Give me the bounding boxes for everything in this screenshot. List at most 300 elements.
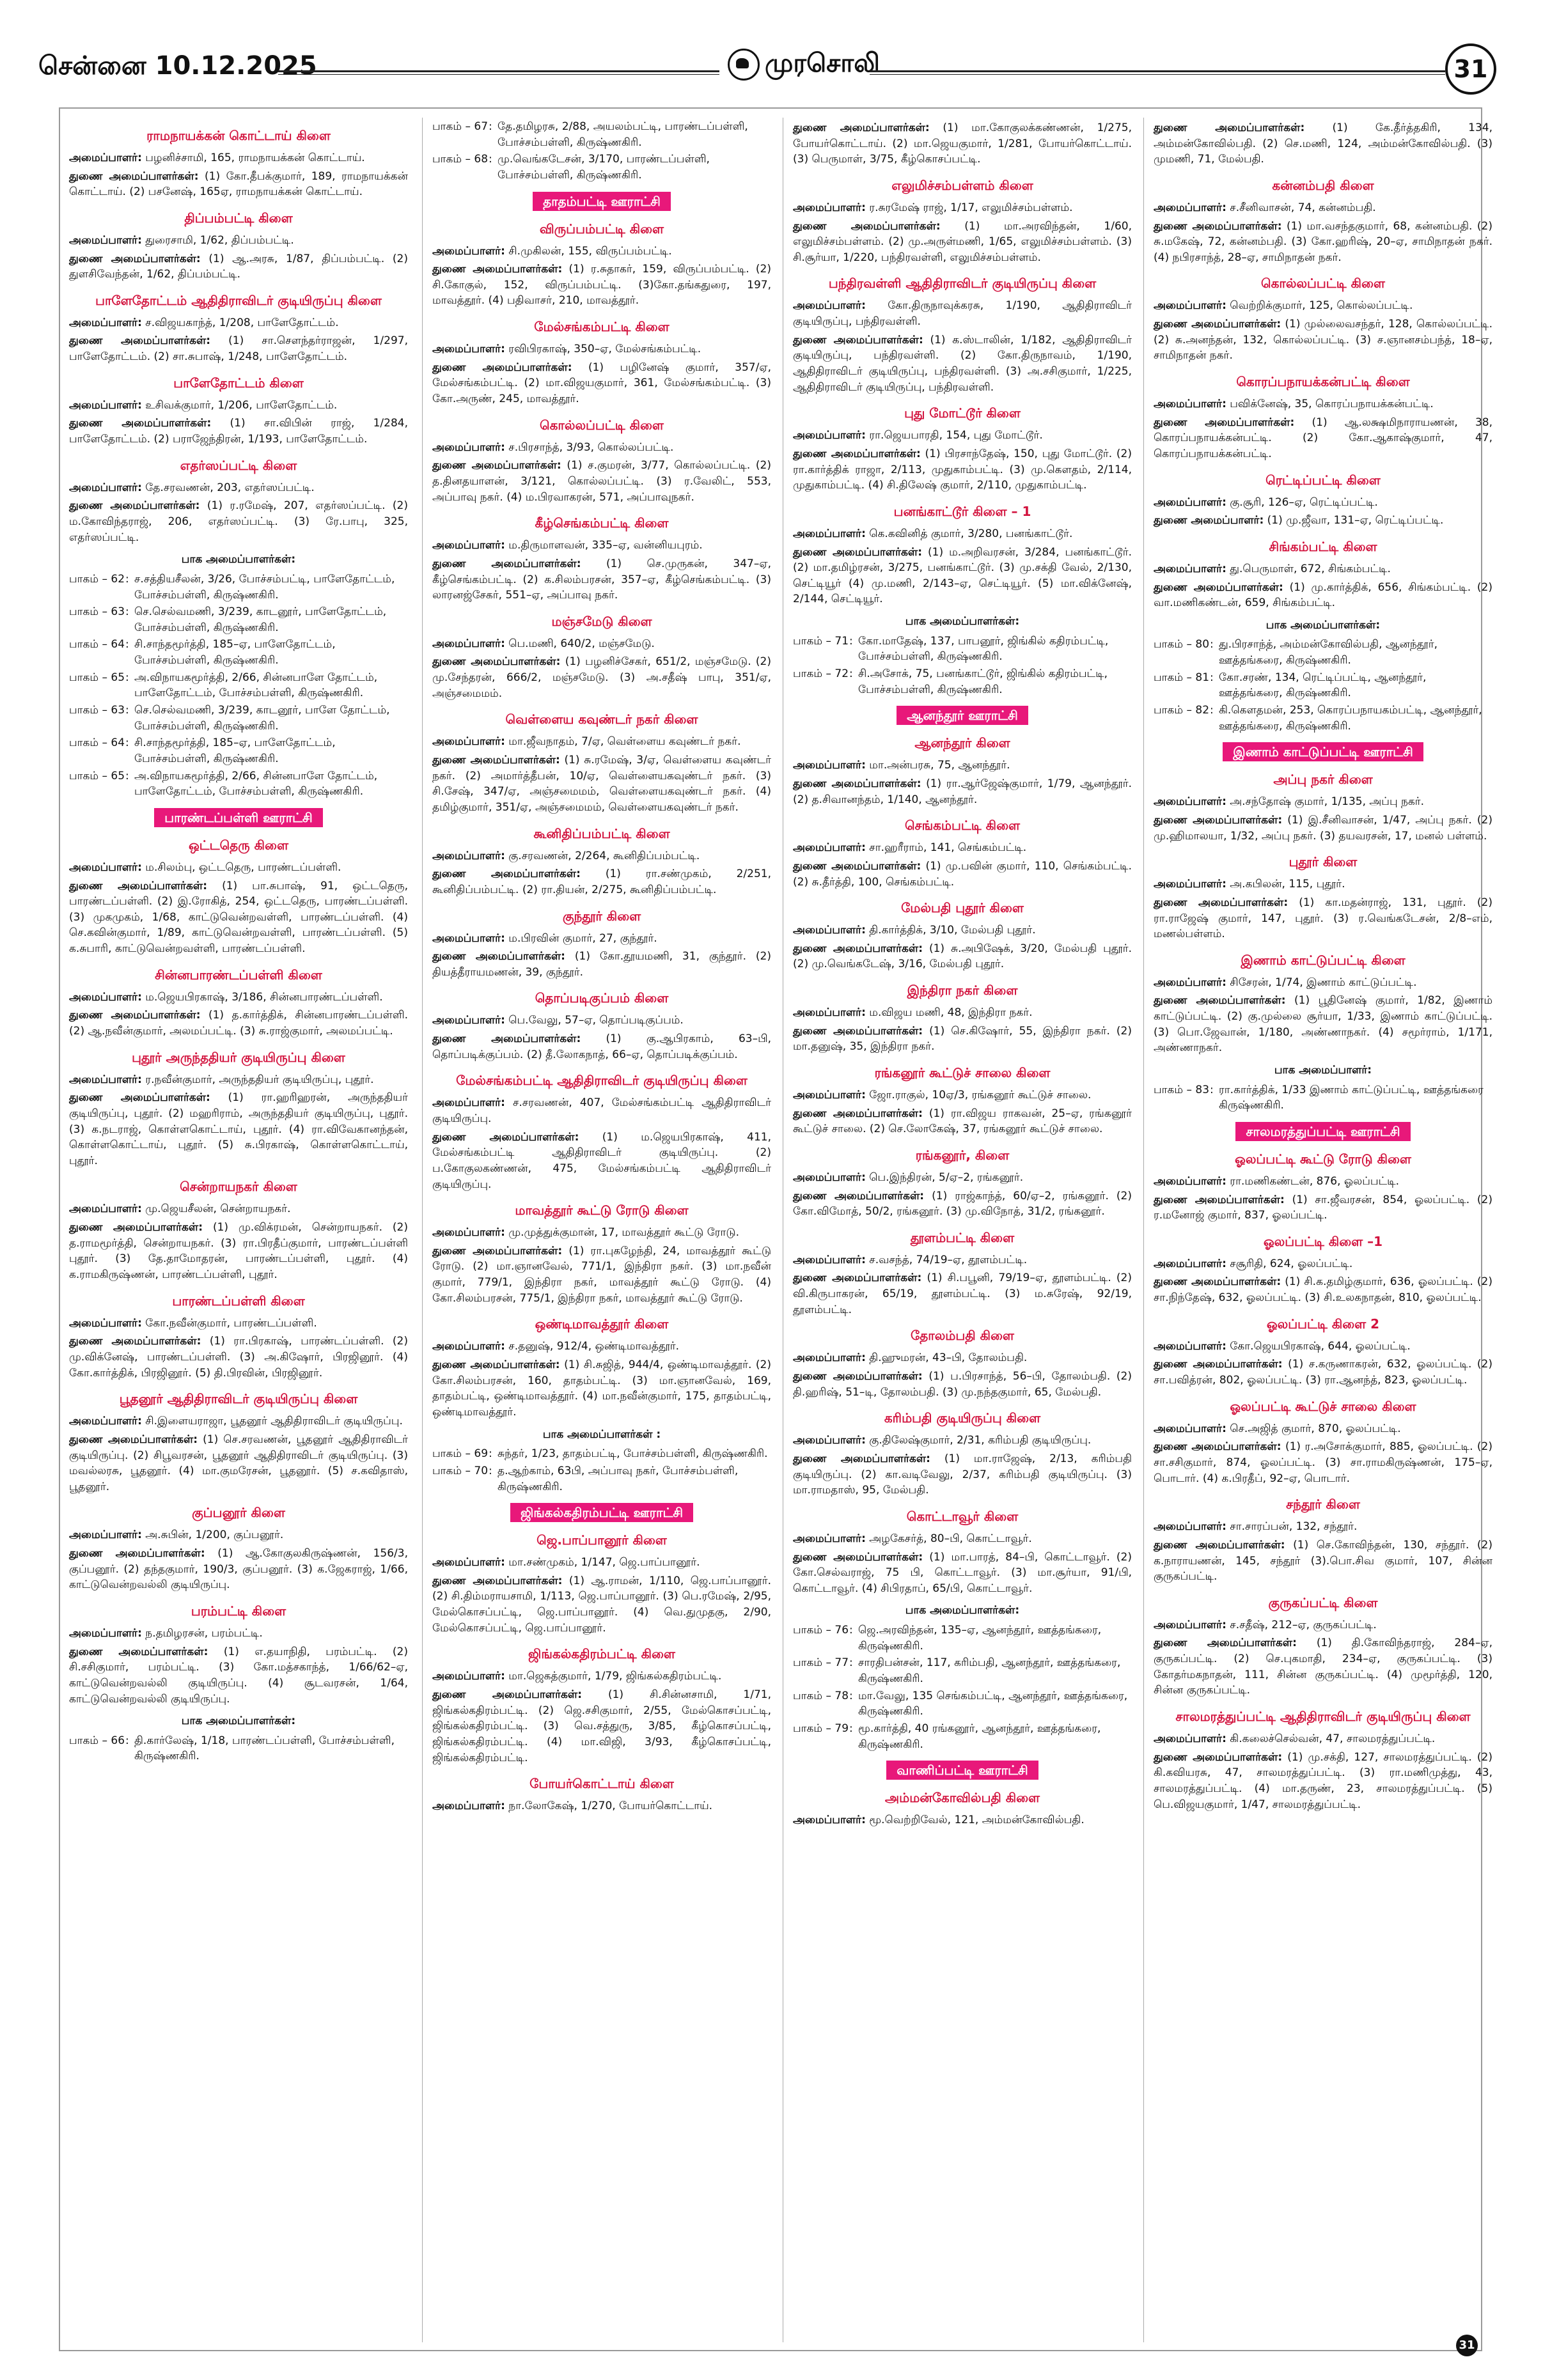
member-entry (793, 120, 1132, 167)
branch-heading: செங்கம்பட்டி கிளை (904, 818, 1021, 834)
member-details: (1) ம.அறிவரசன், 3/284, பனங்காட்டூர். (2) மா.தமிழ்ரசன், 3/275, பனங்காட்டூர். (3) மு.சக்தி வேல், 2/130, செட்டியூர் (4) மு.மணி, 2/143–ஏ, செட்டியூர். (5) மா.விக்னேஷ், 2/144, செட்டியூர். (793, 545, 1132, 606)
branch-heading: எலுமிச்சம்பள்ளம் கிளை (891, 177, 1033, 193)
member-entry (69, 1072, 408, 1088)
booth-row (69, 670, 408, 701)
role-label: அமைப்பாளர்: (432, 1014, 505, 1027)
member-entry (432, 1555, 771, 1571)
role-label: துணை அமைப்பாளர்கள்: (1154, 1358, 1283, 1371)
booth-number: பாகம் – 71 (793, 634, 849, 648)
member-entry (1154, 415, 1492, 462)
member-entry (1154, 580, 1492, 611)
member-entry (432, 734, 771, 750)
booth-number: பாகம் – 69 (432, 1447, 489, 1461)
member-entry (69, 878, 408, 957)
role-label: அமைப்பாளர்: (793, 299, 866, 313)
member-details: (1) இ.சீனிவாசன், 1/47, அப்பு நகர். (2) மு.ஹிமாலயா, 1/32, அப்பு நகர். (3) தயவரசன், 17, மனல் பள்ளம். (1154, 813, 1492, 843)
member-details: ஜோ.ராகுல், 10ஏ/3, ரங்கனூர் கூட்டுச் சாலை. (869, 1088, 1092, 1101)
member-details: (1) ரா.ஆர்ஜேஷ்குமார், 1/79, ஆனந்தூர். (2) த.சிவானந்தம், 1/140, ஆனந்தூர். (793, 777, 1132, 806)
member-entry (793, 526, 1132, 542)
member-details: (1) பூதினேஷ் குமார், 1/82, இணாம் காட்டுப்பட்டி. (2) கு.முல்லை சூர்யா, 1/33, இணாம் காட்டுப்பட்டி. (3) பொ.ஜேவான், 1/180, அண்ணாநகர். (4) சமூர்ராம், 1/171, அண்ணாநகர். (1154, 994, 1492, 1055)
booth-organizer: கி.கௌதமன், 253, கொரப்பநாயகம்பட்டி, ஆனந்தூர், ஊத்தங்கரை, கிருஷ்ணகிரி. (1219, 704, 1482, 733)
member-details: சா.ஹரீராம், 141, செங்கம்பட்டி. (869, 841, 1027, 855)
branch-heading: இந்திரா நகர் கிளை (907, 983, 1018, 999)
separator: : (125, 605, 129, 619)
member-entry (432, 1130, 771, 1193)
booth-section-heading: பாக அமைப்பாளர்கள்: (905, 615, 1020, 628)
role-label: துணை அமைப்பாளர்கள்: (793, 1550, 923, 1564)
member-entry (69, 1626, 408, 1642)
branch-heading: கூனிதிப்பம்பட்டி கிளை (533, 825, 670, 841)
column-divider (1143, 118, 1144, 2342)
member-details: ரா.ஜெயபாரதி, 154, புது மோட்டூர். (869, 429, 1043, 442)
column-2 (432, 118, 771, 1817)
member-details: சசூரிதி, 624, ஓலப்பட்டி. (1230, 1257, 1353, 1270)
member-entry (1154, 895, 1492, 942)
separator: : (1210, 1083, 1214, 1096)
member-details: (1) ரா.சண்முகம், 2/251, கூனிதிப்பம்பட்டி. (2) ரா.தியன், 2/275, கூனிதிப்பம்பட்டி. (432, 867, 772, 896)
member-details: (1) ர.அசோக்குமார், 885, ஓலப்பட்டி. (2) சா.சசிகுமார், 874, ஓலப்பட்டி. (3) சா.ராமகிருஷ்ணன், 175–ஏ, பொடார். (4) க.பிரதீப், 92–ஏ, பொடார். (1154, 1440, 1492, 1485)
booth-section-heading: பாக அமைப்பாளர்கள்: (1265, 618, 1381, 632)
booth-section-heading: பாக அமைப்பாளர்: (1274, 1063, 1372, 1077)
member-entry (69, 498, 408, 545)
member-entry (793, 1005, 1132, 1021)
branch-heading: கொல்லப்பட்டி கிளை (540, 417, 664, 433)
member-entry (793, 1369, 1132, 1400)
member-entry (793, 1106, 1132, 1137)
role-label: துணை அமைப்பாளர்கள்: (69, 1645, 208, 1658)
booth-row (793, 666, 1132, 697)
role-label: துணை அமைப்பாளர்கள்: (1154, 994, 1286, 1007)
booth-organizer: சாரதிபன்சன், 117, கரிம்பதி, ஆனந்தூர், ஊத்தங்கரை, கிருஷ்ணகிரி. (858, 1656, 1121, 1685)
member-entry (793, 1252, 1132, 1268)
role-label: துணை அமைப்பாளர்கள்: (432, 655, 561, 669)
role-label: அமைப்பாளர்: (1154, 201, 1226, 214)
member-entry (793, 428, 1132, 444)
role-label: அமைப்பாளர்: (1154, 299, 1226, 313)
branch-heading: அம்மன்கோவில்பதி கிளை (884, 1790, 1040, 1806)
role-label: துணை அமைப்பாளர்கள்: (69, 252, 201, 265)
role-label: அமைப்பாளர்: (793, 527, 866, 540)
member-details: (1) செ.முருகன், 347–ஏ, கீழ்செங்கம்பட்டி. (2) க.சிலம்பரசன், 357–ஏ, கீழ்செங்கம்பட்டி. (3) லாரனஜ்சேகர், 551–ஏ, அப்பாவு நகர். (432, 557, 771, 602)
member-entry (793, 1531, 1132, 1547)
booth-number: பாகம் – 82 (1154, 704, 1210, 717)
branch-heading: ஓலப்பட்டி கிளை –1 (1263, 1233, 1383, 1249)
branch-heading: பாரண்டப்பள்ளி கிளை (172, 1293, 305, 1309)
role-label: அமைப்பாளர்: (432, 735, 505, 749)
member-details: ம.பிரவின் குமார், 27, குந்தூர். (508, 931, 657, 945)
role-label: அமைப்பாளர்: (432, 244, 505, 258)
member-entry (69, 398, 408, 414)
role-label: அமைப்பாளர்: (432, 931, 505, 945)
role-label: அமைப்பாளர்: (432, 637, 505, 650)
member-details: ந.தமிழரசன், பரம்பட்டி. (145, 1627, 263, 1640)
role-label: அமைப்பாளர்: (69, 316, 142, 329)
role-label: அமைப்பாளர்: (69, 1627, 142, 1640)
branch-heading: ஜெ.பாப்பானூர் கிளை (537, 1532, 667, 1548)
branch-heading: தூளம்பட்டி கிளை (910, 1229, 1015, 1245)
role-label: அமைப்பாளர்: (69, 1202, 142, 1216)
member-details: (1) சா.ஜீவரசன், 854, ஓலப்பட்டி. (2) ர.மனோஜ் குமார், 837, ஓலப்பட்டி. (1154, 1193, 1493, 1222)
member-details: பவிக்னேஷ், 35, கொரப்பநாயக்கன்பட்டி. (1230, 398, 1434, 411)
member-details: கோ.நவீன்குமார், பாரண்டப்பள்ளி. (145, 1316, 317, 1330)
separator: : (849, 1722, 853, 1735)
booth-row (69, 703, 408, 734)
branch-heading: கொரப்பநாயக்கன்பட்டி கிளை (1236, 374, 1410, 390)
booth-number: பாகம் – 66 (69, 1734, 125, 1747)
member-details: (1) மு.சக்தி, 127, சாலமரத்துப்பட்டி. (2) கி.கவியரசு, 47, சாலமரத்துப்பட்டி. (3) ரா.மணிமுத்து, 43, சாலமரத்துப்பட்டி. (4) மா.தருண், 23, சாலமரத்துப்பட்டி. (5) பெ.விஜயகுமார், 1/47, சாலமரத்துப்பட்டி. (1154, 1750, 1493, 1811)
separator: : (489, 120, 492, 133)
role-label: துணை அமைப்பாளர்கள்: (1154, 318, 1281, 331)
member-details: (1) சு.அபிஷேக், 3/20, மேல்பதி புதூர். (2) மு.வெங்கடேஷ், 3/16, மேல்பதி புதூர். (793, 942, 1132, 971)
member-entry (1154, 1731, 1492, 1747)
member-entry (69, 480, 408, 496)
member-details: மூ.வெற்றிவேல், 121, அம்மன்கோவில்பதி. (869, 1814, 1085, 1827)
role-label: அமைப்பாளர்: (432, 1096, 505, 1110)
newspaper-name: முரசொலி (765, 49, 880, 78)
member-details: ச.பிரசாந்த், 3/93, கொல்லப்பட்டி. (508, 440, 674, 454)
member-entry (432, 931, 771, 947)
member-details: ச.வசந்த், 74/19–ஏ, தூளம்பட்டி. (869, 1253, 1028, 1266)
branch-heading: தோலம்பதி கிளை (911, 1328, 1014, 1344)
member-details: (1) சா.சௌந்தர்ராஜன், 1/297, பாளேதோட்டம். (2) சா.சுபாஷ், 1/248, பாளேதோட்டம். (69, 334, 408, 364)
member-details: (1) கோ.தீபக்குமார், 189, ராமநாயக்கன் கொட்டாய். (2) பசனேஷ், 165ஏ, ராமநாயக்கன் கொட்டாய். (69, 169, 408, 199)
member-details: உசிவக்குமார், 1/206, பாளேதோட்டம். (145, 398, 338, 412)
branch-heading: ஆனந்தூர் கிளை (914, 735, 1010, 751)
member-entry (69, 150, 408, 166)
booth-organizer: சி.அசோக், 75, பனங்காட்டூர், ஜிங்கில் கதிரம்பட்டி, போச்சம்பள்ளி, கிருஷ்ணகிரி. (858, 667, 1108, 696)
member-entry (432, 1031, 771, 1062)
member-entry (793, 545, 1132, 608)
panchayat-title: ஆனந்தூர் ஊராட்சி (897, 706, 1028, 725)
role-label: அமைப்பாளர்: (793, 1253, 866, 1266)
branch-heading: மேல்சங்கம்பட்டி கிளை (534, 319, 670, 335)
branch-heading: ரெட்டிப்பட்டி கிளை (1265, 472, 1381, 488)
role-label: அமைப்பாளர்: (793, 924, 866, 937)
panchayat-title: சாலமரத்துப்பட்டி ஊராட்சி (1235, 1122, 1410, 1141)
role-label: துணை அமைப்பாளர்கள்: (432, 459, 561, 472)
role-label: அமைப்பாளர்: (432, 440, 505, 454)
member-entry (432, 1357, 771, 1420)
member-details: (1) சா.விபின் ராஜ், 1/284, பாளேதோட்டம். (2) பராஜேந்திரன், 1/193, பாளேதோட்டம். (69, 417, 409, 446)
separator: : (849, 667, 853, 681)
booth-row (793, 1622, 1132, 1654)
branch-heading: பந்திரவள்ளி ஆதிதிராவிடர் குடியிருப்பு கிளை (828, 276, 1097, 292)
role-label: துணை அமைப்பாளர்கள்: (432, 950, 565, 963)
booth-organizer: அ.விநாயகமூர்த்தி, 2/66, சின்னபாளே தோட்டம், பாளேதோட்டம், போச்சம்பள்ளி, கிருஷ்ணகிரி. (134, 769, 378, 798)
role-label: அமைப்பாளர்: (69, 860, 142, 874)
role-label: துணை அமைப்பாளர்கள்: (69, 1091, 210, 1105)
member-details: சி.இளையராஜா, பூதனூர் ஆதிதிராவிடர் குடியிருப்பு. (145, 1415, 403, 1428)
member-entry (432, 538, 771, 554)
role-label: அமைப்பாளர்: (793, 1351, 866, 1365)
booth-row (69, 572, 408, 603)
branch-heading: புதூர் அருந்ததியர் குடியிருப்பு கிளை (132, 1049, 345, 1065)
member-entry (69, 251, 408, 283)
member-details: (1) சி.சுஜித், 944/4, ஒண்டிமாவத்தூர். (2) கோ.சிலம்பரசன், 160, தாதம்பட்டி. (3) மா.ஞானவேல், 169, தாதம்பட்டி, ஒண்டிமாவத்தூர். (4) மா.நவீன்குமார், 175, தாதம்பட்டி, ஒண்டிமாவத்தூர். (432, 1358, 772, 1419)
member-details: (1) பிரசாந்தேஷ், 150, புது மோட்டூர். (2) ரா.கார்த்திக் ராஜா, 2/113, முதுகாம்பட்டி. (3) மு.கௌதம், 2/114, முதுகாம்பட்டி. (4) சி.திலேஷ் குமார், 2/110, முதுகாம்பட்டி. (793, 447, 1132, 492)
member-entry (432, 1668, 771, 1684)
booth-number: பாகம் – 83 (1154, 1083, 1210, 1096)
role-label: அமைப்பாளர்: (432, 343, 505, 356)
booth-organizer: சி.சாந்தமூர்த்தி, 185–ஏ, பாளேதோட்டம், போச்சம்பள்ளி, கிருஷ்ணகிரி. (134, 638, 336, 667)
role-label: அமைப்பாளர்: (793, 201, 866, 214)
member-entry (1154, 1174, 1492, 1190)
booth-number: பாகம் – 81 (1154, 671, 1210, 684)
member-entry (432, 360, 771, 407)
separator: : (849, 634, 853, 648)
role-label: துணை அமைப்பாளர்கள்: (69, 879, 208, 892)
booth-row (1154, 637, 1492, 668)
member-details: மு.முத்துக்குமான், 17, மாவத்தூர் கூட்டு ரோடு. (508, 1226, 739, 1240)
member-entry (69, 1546, 408, 1593)
member-entry (793, 1170, 1132, 1186)
booth-row (432, 152, 771, 183)
branch-heading: தொப்படிகுப்பம் கிளை (535, 990, 669, 1006)
member-entry (432, 556, 771, 603)
member-details: தி.ஹுமரன், 43–பி, தோலம்பதி. (869, 1351, 1028, 1365)
member-entry (1154, 1537, 1492, 1585)
member-entry (1154, 1274, 1492, 1305)
member-details: (1) செ.சரவணன், பூதனூர் ஆதிதிராவிடர் குடியிருப்பு. (2) சிபூவரசன், பூதனூர் ஆதிதிராவிடர் குடியிருப்பு. (3) மவல்லரசு, பூதனூர். (4) மா.குமரேசன், பூதனூர். (5) ச.கவிதாஸ், பூதனூர். (69, 1433, 408, 1493)
role-label: துணை அமைப்பாளர்கள்: (69, 1221, 203, 1234)
role-label: துணை அமைப்பாளர்கள்: (793, 333, 923, 346)
member-entry (1154, 876, 1492, 892)
separator: : (125, 572, 129, 586)
member-entry (1154, 794, 1492, 810)
booth-organizer: சி.சாந்தமூர்த்தி, 185–ஏ, பாளேதோட்டம், போச்சம்பள்ளி, கிருஷ்ணகிரி. (134, 736, 336, 765)
member-entry (793, 1023, 1132, 1055)
role-label: துணை அமைப்பாளர்கள்: (432, 1130, 579, 1144)
role-label: துணை அமைப்பாளர்கள்: (1154, 416, 1295, 429)
role-label: அமைப்பாளர்: (1154, 1618, 1226, 1631)
role-label: துணை அமைப்பாளர்கள்: (793, 1272, 922, 1285)
role-label: அமைப்பாளர்: (1154, 1257, 1226, 1270)
member-entry (1154, 120, 1492, 167)
role-label: துணை அமைப்பாளர்கள்: (793, 1107, 923, 1120)
booth-row (793, 634, 1132, 665)
member-entry (69, 1432, 408, 1495)
branch-heading: கொல்லப்பட்டி கிளை (1261, 276, 1385, 292)
separator: : (1210, 704, 1214, 717)
member-entry (432, 654, 771, 701)
branch-heading: புதூர் கிளை (1288, 854, 1358, 870)
member-details: ச.சீனிவாசன், 74, கன்னம்பதி. (1230, 201, 1376, 214)
member-entry (69, 233, 408, 249)
member-entry (1154, 1635, 1492, 1699)
member-entry (432, 848, 771, 864)
role-label: அமைப்பாளர்: (1154, 878, 1226, 891)
role-label: அமைப்பாளர்: (69, 1415, 142, 1428)
member-entry (1154, 316, 1492, 364)
member-entry (793, 1550, 1132, 1597)
member-details: (1) கு.ஆபிரகாம், 63–பி, தொப்படிக்குப்பம். (2) தீ.லோகநாத், 66–ஏ, தொப்படிக்குப்பம். (432, 1032, 771, 1061)
separator: : (1210, 671, 1214, 684)
role-label: துணை அமைப்பாளர்கள்: (432, 557, 581, 570)
member-entry (432, 458, 771, 505)
booth-organizer: அ.விநாயகமூர்த்தி, 2/66, சின்னபாளே தோட்டம், பாளேதோட்டம், போச்சம்பள்ளி, கிருஷ்ணகிரி. (134, 671, 378, 700)
member-entry (69, 169, 408, 200)
member-entry (69, 990, 408, 1006)
booth-row (432, 1446, 771, 1462)
role-label: அமைப்பாளர்: (1154, 1732, 1226, 1745)
booth-number: பாகம் – 76 (793, 1624, 849, 1637)
member-entry (432, 752, 771, 816)
branch-heading: ராமநாயக்கன் கொட்டாய் கிளை (146, 128, 331, 143)
member-details: (1) ரா.புகழேந்தி, 24, மாவத்தூர் கூட்டு ரோடு. (2) மா.ஞானவேல், 771/1, இந்திரா நகர். (3) மா.நவீன் குமார், 779/1, இந்திரா நகர், மாவத்தூர் கூட்டு ரோடு. (4) கோ.சிலம்பரசன், 775/1, இந்திரா நகர், மாவத்தூர் கூட்டு ரோடு. (432, 1244, 771, 1305)
separator: : (1210, 638, 1214, 651)
footer-page-number: 31 (1456, 2335, 1478, 2356)
booth-organizer: மா.வேலு, 135 செங்கம்பட்டி, ஆனந்தூர், ஊத்தங்கரை, கிருஷ்ணகிரி. (858, 1689, 1128, 1718)
member-details: பழனிச்சாமி, 165, ராமநாயக்கன் கொட்டாய். (145, 152, 365, 164)
member-entry (432, 1243, 771, 1307)
member-entry (1154, 993, 1492, 1056)
role-label: துணை அமைப்பாளர்கள்: (793, 1189, 925, 1202)
branch-heading: பூதனூர் ஆதிதிராவிடர் குடியிருப்பு கிளை (119, 1391, 358, 1407)
booth-organizer: ச.சத்தியசீலன், 3/26, போச்சம்பட்டி, பாளேதோட்டம், போச்சம்பள்ளி, கிருஷ்ணகிரி. (134, 572, 395, 602)
member-details: (1) ரா.விஜய ராகவன், 25–ஏ, ரங்கனூர் கூட்டுச் சாலை. (2) செ.லோகேஷ், 37, ரங்கனூர் கூட்டுச் சாலை. (793, 1107, 1132, 1136)
member-details: ம.விஜய மணி, 48, இந்திரா நகர். (869, 1006, 1033, 1020)
member-entry (432, 1573, 771, 1637)
member-details: (1) ரா.ஹரிஹரன், அருந்ததியர் குடியிருப்பு, புதூர். (2) மஹரிராம், அருந்ததியர் குடியிருப்பு, புதூர். (3) க.நடராஜ், கொள்ளகொட்டாய், புதூர். (4) ரா.விவேகானந்தன், கொள்ளகொட்டாய், புதூர். (5) சு.பிரகாஷ், கொள்ளகொட்டாய், புதூர். (69, 1091, 408, 1167)
role-label: அமைப்பாளர்: (69, 398, 142, 412)
role-label: அமைப்பாளர்: (793, 1088, 866, 1101)
member-entry (69, 315, 408, 331)
member-details: (1) சி.பபூனி, 79/19–ஏ, தூளம்பட்டி. (2) வி.கிருபாகரன், 65/19, தூளம்பட்டி. (3) ம.சுரேஷ், 92/19, தூளம்பட்டி. (793, 1272, 1132, 1316)
page-number-badge: 31 (1445, 43, 1496, 95)
member-entry (793, 776, 1132, 807)
member-entry (432, 1095, 771, 1126)
member-details: அழகேசர்த், 80–பி, கொட்டாவூர். (869, 1532, 1032, 1545)
booth-number: பாகம் – 64 (69, 736, 125, 750)
member-entry (432, 440, 771, 456)
booth-section-heading: பாக அமைப்பாளர்கள்: (905, 1604, 1020, 1617)
branch-heading: பரம்பட்டி கிளை (191, 1603, 286, 1619)
role-label: துணை அமைப்பாளர்கள்: (69, 169, 199, 183)
member-details: கு.திலேஷ்குமார், 2/31, கரிம்பதி குடியிருப்பு. (869, 1434, 1092, 1447)
branch-heading: சந்தூர் கிளை (1286, 1497, 1360, 1513)
role-label: அமைப்பாளர்: (1154, 1520, 1226, 1534)
panchayat-banner (69, 809, 408, 827)
member-entry (69, 333, 408, 364)
role-label: அமைப்பாளர்: (1154, 976, 1226, 989)
member-entry (432, 341, 771, 357)
role-label: துணை அமைப்பாளர்கள்: (793, 1370, 923, 1383)
role-label: துணை அமைப்பாளர்கள்: (793, 942, 923, 955)
role-label: அமைப்பாளர்: (1154, 1339, 1226, 1353)
member-details: (1) ஆ.லக்ஷமிநாராயணன், 38, கொரப்பநாயக்கன்பட்டி. (2) கோ.ஆகாஷ்குமார், 47, கொரப்பநாயக்கன்பட்டி. (1154, 416, 1492, 460)
separator: : (489, 1447, 492, 1461)
member-entry (1154, 298, 1492, 314)
member-entry (432, 636, 771, 652)
member-details: கோ.ஜெயபிரகாஷ், 644, ஓலப்பட்டி. (1230, 1339, 1411, 1353)
member-entry (793, 922, 1132, 938)
member-entry (432, 1225, 771, 1241)
booth-organizer: செ.செல்வமணி, 3/239, காடனூர், பாளேதோட்டம், போச்சம்பள்ளி, கிருஷ்ணகிரி. (134, 605, 387, 634)
member-details: (1) ராஜ்காந்த், 60/ஏ–2, ரங்கனூர். (2) கோ.விமோத், 50/2, ரங்கனூர். (3) மு.விநோத், 31/2, ரங்கனூர். (793, 1189, 1132, 1218)
member-details: (1) முல்லைவசந்தர், 128, கொல்லப்பட்டி. (2) சு.அனந்தன், 132, கொல்லப்பட்டி. (3) ச.ஞானசம்பந்த், 18–ஏ, சாமிநாதன் நகர். (1154, 318, 1492, 362)
member-entry (1154, 975, 1492, 991)
member-entry (1154, 1357, 1492, 1388)
separator: : (849, 1624, 853, 1637)
member-details: (1) ப.பிரசாந்த், 56–பி, தோலம்பதி. (2) தி.ஹரிஷ், 51–டி, தோலம்பதி. (3) மு.நந்தகுமார், 65, மேல்பதி. (793, 1370, 1132, 1399)
branch-heading: குந்தூர் கிளை (562, 908, 641, 924)
role-label: துணை அமைப்பாளர்கள்: (432, 1358, 560, 1372)
column-3 (793, 118, 1132, 1831)
booth-number: பாகம் – 65 (69, 671, 125, 684)
member-entry (432, 866, 771, 898)
role-label: துணை அமைப்பாளர்கள்: (1154, 896, 1288, 909)
member-details: (1) மா.ராஜேஷ், 2/13, கரிம்பதி குடியிருப்பு. (2) கா.வடிவேலு, 2/37, கரிம்பதி குடியிருப்பு. (3) மா.ராமதாஸ், 95, மேல்பதி. (793, 1452, 1132, 1497)
member-entry (793, 758, 1132, 774)
member-entry (69, 1090, 408, 1169)
branch-heading: சாலமரத்துப்பட்டி ஆதிதிராவிடர் குடியிருப்பு கிளை (1175, 1709, 1471, 1724)
role-label: அமைப்பாளர்: (432, 1340, 505, 1353)
member-details: (1) மா.கோகுலக்கண்ணன், 1/275, போயர்கொட்டாய். (2) மா.ஜெயகுமார், 1/281, போயர்கொட்டாய். (3) பெருமாள், 3/75, கீழ்கொசப்பட்டி. (793, 121, 1132, 166)
role-label: துணை அமைப்பாளர்கள்: (1154, 813, 1283, 827)
member-details: செ.அஜித் குமார், 870, ஓலப்பட்டி. (1230, 1422, 1401, 1435)
role-label: துணை அமைப்பாளர்கள்: (69, 1335, 201, 1348)
issue-date: சென்னை 10.12.2025 (38, 51, 317, 81)
role-label: துணை அமைப்பாளர்கள்: (432, 361, 572, 374)
separator: : (849, 1656, 853, 1670)
member-details: (1) ர.ரமேஷ், 207, எதர்ஸப்பட்டி. (2) ம.கோவிந்தராஜ், 206, எதர்ஸப்பட்டி. (3) ரே.பாபு, 325, எதர்ஸப்பட்டி. (69, 499, 408, 544)
booth-organizer: மூ.கார்த்தி, 40 ரங்கனூர், ஆனந்தூர், ஊத்தங்கரை, கிருஷ்ணகிரி. (858, 1722, 1101, 1751)
role-label: அமைப்பாளர்: (793, 841, 866, 855)
booth-organizer: ஜெ.அரவிந்தன், 135–ஏ, ஆனந்தூர், ஊத்தங்கரை, கிருஷ்ணகிரி. (858, 1624, 1102, 1653)
booth-row (69, 735, 408, 766)
branch-heading: பனங்காட்டூர் கிளை – 1 (893, 503, 1031, 519)
role-label: அமைப்பாளர்: (432, 1226, 505, 1240)
member-details: (1) சு.ரமேஷ், 3/ஏ, வெள்ளைய கவுண்டர் நகர். (2) அமார்த்தீபன், 10/ஏ, வெள்ளையகவுண்டர் நகர். (3) சி.சேஷ், 347/ஏ, அஞ்சமைமம், வெள்ளையகவுண்டர் நகர். (4) தமிழ்குமார், 351/ஏ, அஞ்சமைமம், வெள்ளையகவுண்டர் நகர். (432, 754, 771, 814)
member-entry (69, 1007, 408, 1039)
role-label: துணை அமைப்பாளர்கள்: (432, 1244, 563, 1257)
branch-heading: ஒட்டதெரு கிளை (188, 837, 289, 853)
branch-heading: இணாம் காட்டுப்பட்டி கிளை (1241, 952, 1406, 968)
booth-row (69, 637, 408, 668)
column-divider (422, 118, 423, 2342)
member-details: ர.நவீன்குமார், அருந்ததியர் குடியிருப்பு, புதூர். (145, 1073, 374, 1086)
member-entry (793, 332, 1132, 396)
role-label: துணை அமைப்பாளர்கள்: (793, 219, 941, 233)
member-entry (1154, 495, 1492, 511)
member-details: (1) மா.அரவிந்தன், 1/60, எலுமிச்சம்பள்ளம். (2) மு.அருள்மணி, 1/65, எலுமிச்சம்பள்ளம். (3) சி.சூர்யா, 1/220, பந்திரவள்ளி, எலுமிச்சம்பள்ளம். (793, 219, 1132, 264)
member-details: (1) மு.பவின் குமார், 110, செங்கம்பட்டி. (2) சு.தீர்த்தி, 100, செங்கம்பட்டி. (793, 859, 1132, 889)
separator: : (125, 736, 129, 750)
role-label: அமைப்பாளர்: (69, 1528, 142, 1542)
branch-heading: மேல்சங்கம்பட்டி ஆதிதிராவிடர் குடியிருப்பு கிளை (456, 1073, 748, 1089)
member-details: ச.சதீஷ், 212–ஏ, குருகப்பட்டி. (1230, 1618, 1377, 1631)
member-entry (793, 1188, 1132, 1220)
role-label: அமைப்பாளர்: (69, 1073, 142, 1086)
role-label: துணை அமைப்பாளர்கள்: (1154, 1440, 1281, 1454)
booth-section-heading: பாக அமைப்பாளர்கள்: (181, 1715, 296, 1728)
branch-heading: குருகப்பட்டி கிளை (1268, 1594, 1378, 1610)
booth-organizer: செ.செல்வமணி, 3/239, காடனூர், பாளே தோட்டம், போச்சம்பள்ளி, கிருஷ்ணகிரி. (134, 704, 390, 733)
role-label: அமைப்பாளர்: (793, 1814, 866, 1827)
member-entry (432, 1013, 771, 1029)
member-entry (1154, 200, 1492, 216)
booth-row (69, 768, 408, 800)
member-details: (1) ச.குமரன், 3/77, கொல்லப்பட்டி. (2) த.தினதயாளன், 3/121, கொல்லப்பட்டி. (3) ர.வேலிட், 553, அப்பாவு நகர். (4) ம.பிரவாகரன், 571, அப்பாவுநகர். (432, 459, 772, 504)
booth-organizer: மு.வெங்கடேசன், 3/170, பாரண்டப்பள்ளி, போச்சம்பள்ளி, கிருஷ்ணகிரி. (497, 153, 710, 182)
role-label: அமைப்பாளர்: (793, 759, 866, 772)
member-entry (793, 859, 1132, 890)
role-label: அமைப்பாளர்: (69, 1316, 142, 1330)
role-label: அமைப்பாளர்: (1154, 562, 1226, 575)
branch-heading: வெள்ளைய கவுண்டர் நகர் கிளை (505, 712, 698, 727)
role-label: துணை அமைப்பாளர்கள்: (1154, 121, 1305, 134)
branch-heading: கரிம்பதி குடியிருப்பு கிளை (884, 1410, 1041, 1426)
